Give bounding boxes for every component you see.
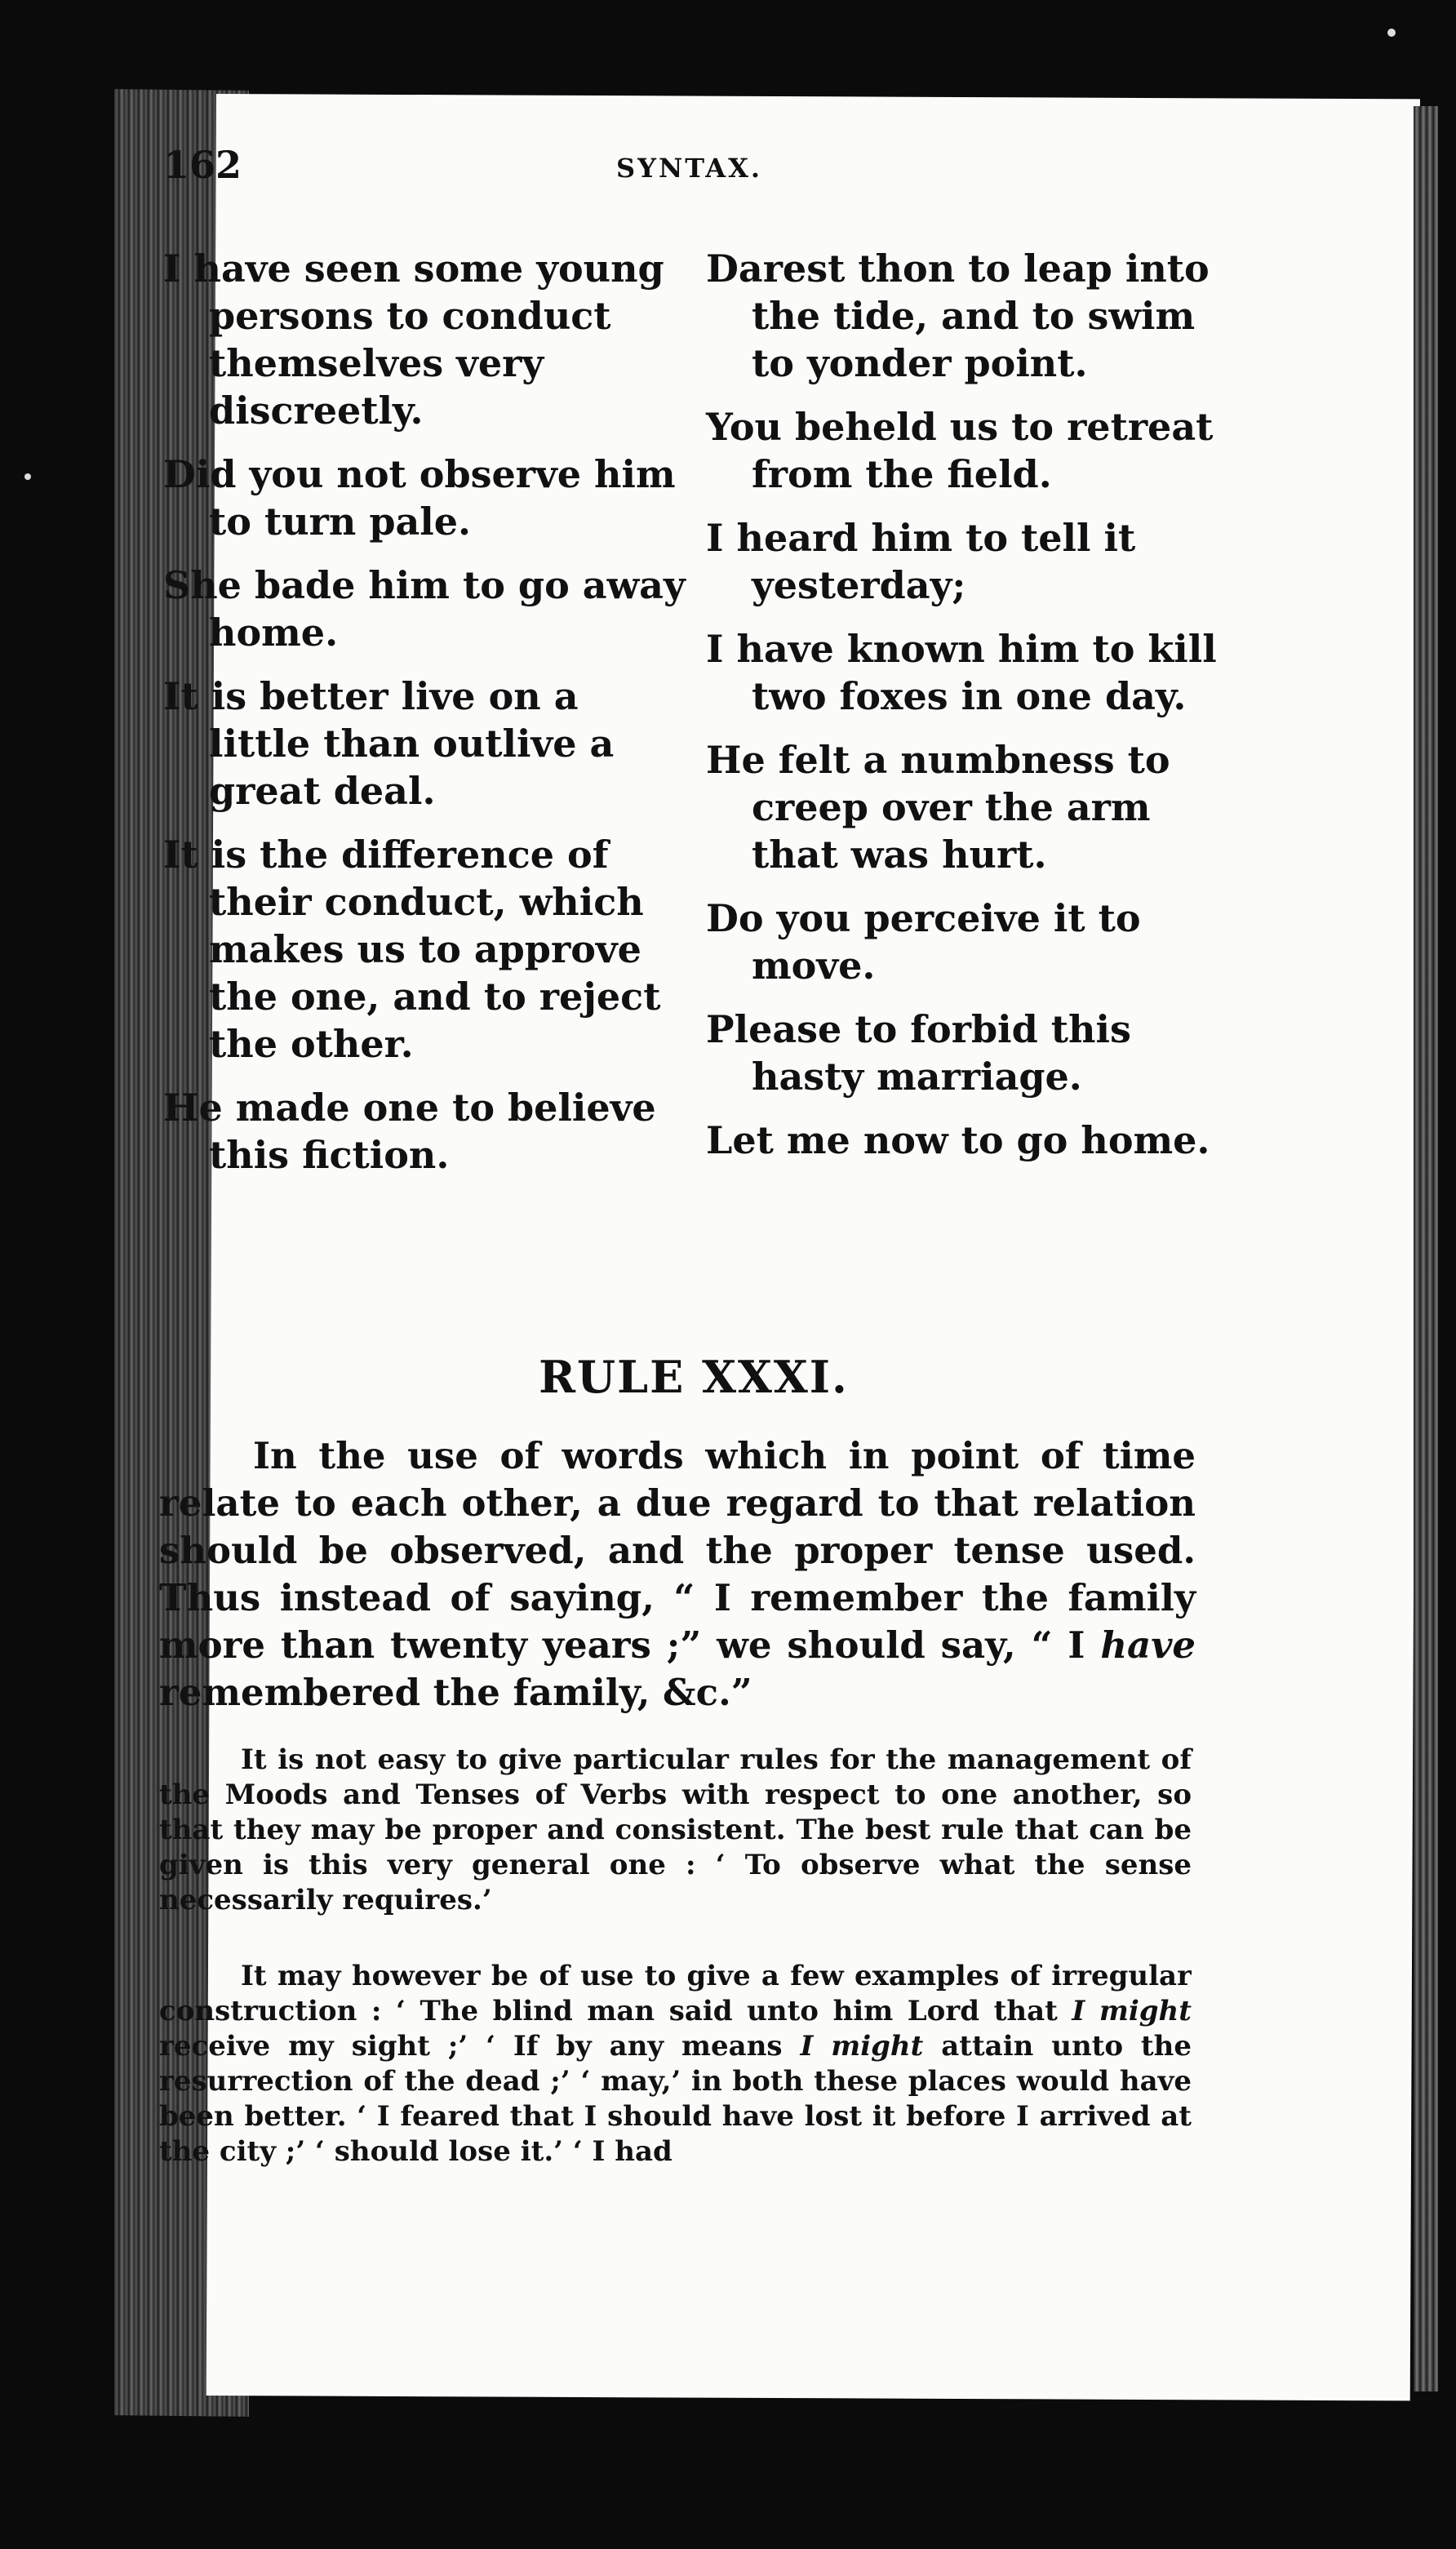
- exercise-item: Did you not observe him to turn pale.: [163, 452, 676, 544]
- exercise-item: You beheld us to retreat from the field.: [706, 405, 1214, 496]
- page-number: 162: [163, 143, 242, 187]
- dust-speck: [1387, 29, 1396, 37]
- dust-speck: [24, 473, 31, 480]
- note-paragraph: [159, 1959, 1192, 2204]
- exercise-item: It is better live on a little than outlive a great deal.: [163, 674, 615, 813]
- note-paragraph: It is not easy to give particular rules for the management of the Moods and Tenses of Verbs with respect to one another, so that they may be proper and consistent. The best rule that can be given is this very general one : ‘ To observe what the sense necessarily requires.’: [159, 1743, 1192, 1916]
- rule-body-text-end: remembered the family, &c.”: [159, 1671, 752, 1714]
- rule-heading: RULE XXXI.: [539, 1351, 849, 1403]
- exercise-item: He felt a numbness to creep over the arm that was hurt.: [706, 738, 1170, 877]
- exercise-item: I have seen some young persons to conduct themselves very discreetly.: [163, 246, 664, 433]
- exercise-item: Please to forbid this hasty marriage.: [706, 1007, 1131, 1099]
- exercise-column-right: [706, 245, 1228, 1180]
- exercise-item: Do you perceive it to move.: [706, 896, 1141, 988]
- note-text: receive my sight ;’ ‘ If by any means: [159, 2030, 801, 2063]
- note-text: attain unto the resurrection of the dead ;’ ‘ may,’ in both these places would have been better. ‘ I feared that I should have lost it before I arrived at the city ;’ ‘ should lose it.’ ‘ I had: [159, 2030, 1192, 2168]
- rule-body-text: In the use of words which in point of time relate to each other, a due regard to that relation should be observed, and the proper tense used. Thus instead of saying, “ I remember the family more than twenty years ;” we should say, “ I: [159, 1434, 1196, 1667]
- exercise-item: She bade him to go away home.: [163, 563, 686, 655]
- page-right-shadow: [1414, 106, 1438, 2391]
- rule-body-italic: have: [1100, 1623, 1196, 1667]
- exercise-item: I have known him to kill two foxes in one day.: [706, 627, 1217, 718]
- exercise-item: It is the difference of their conduct, which makes us to approve the one, and to reject the other.: [163, 833, 661, 1066]
- exercise-item: I heard him to tell it yesterday;: [706, 516, 1136, 607]
- exercise-item: Darest thon to leap into the tide, and to swim to yonder point.: [706, 246, 1210, 385]
- note-italic: I might: [800, 2030, 924, 2063]
- running-head: SYNTAX.: [616, 153, 763, 184]
- exercise-columns: [163, 245, 1224, 1306]
- exercise-item: Let me now to go home.: [706, 1118, 1210, 1162]
- rule-body: [159, 1432, 1196, 1716]
- note-italic: I might: [1072, 1995, 1192, 2027]
- exercise-column-left: [163, 245, 686, 1195]
- note-text: It may however be of use to give a few examples of irregular construction : ‘ The blind man said unto him Lord that: [159, 1960, 1192, 2027]
- page-header: [163, 143, 1167, 208]
- exercise-item: He made one to believe this fiction.: [163, 1086, 656, 1177]
